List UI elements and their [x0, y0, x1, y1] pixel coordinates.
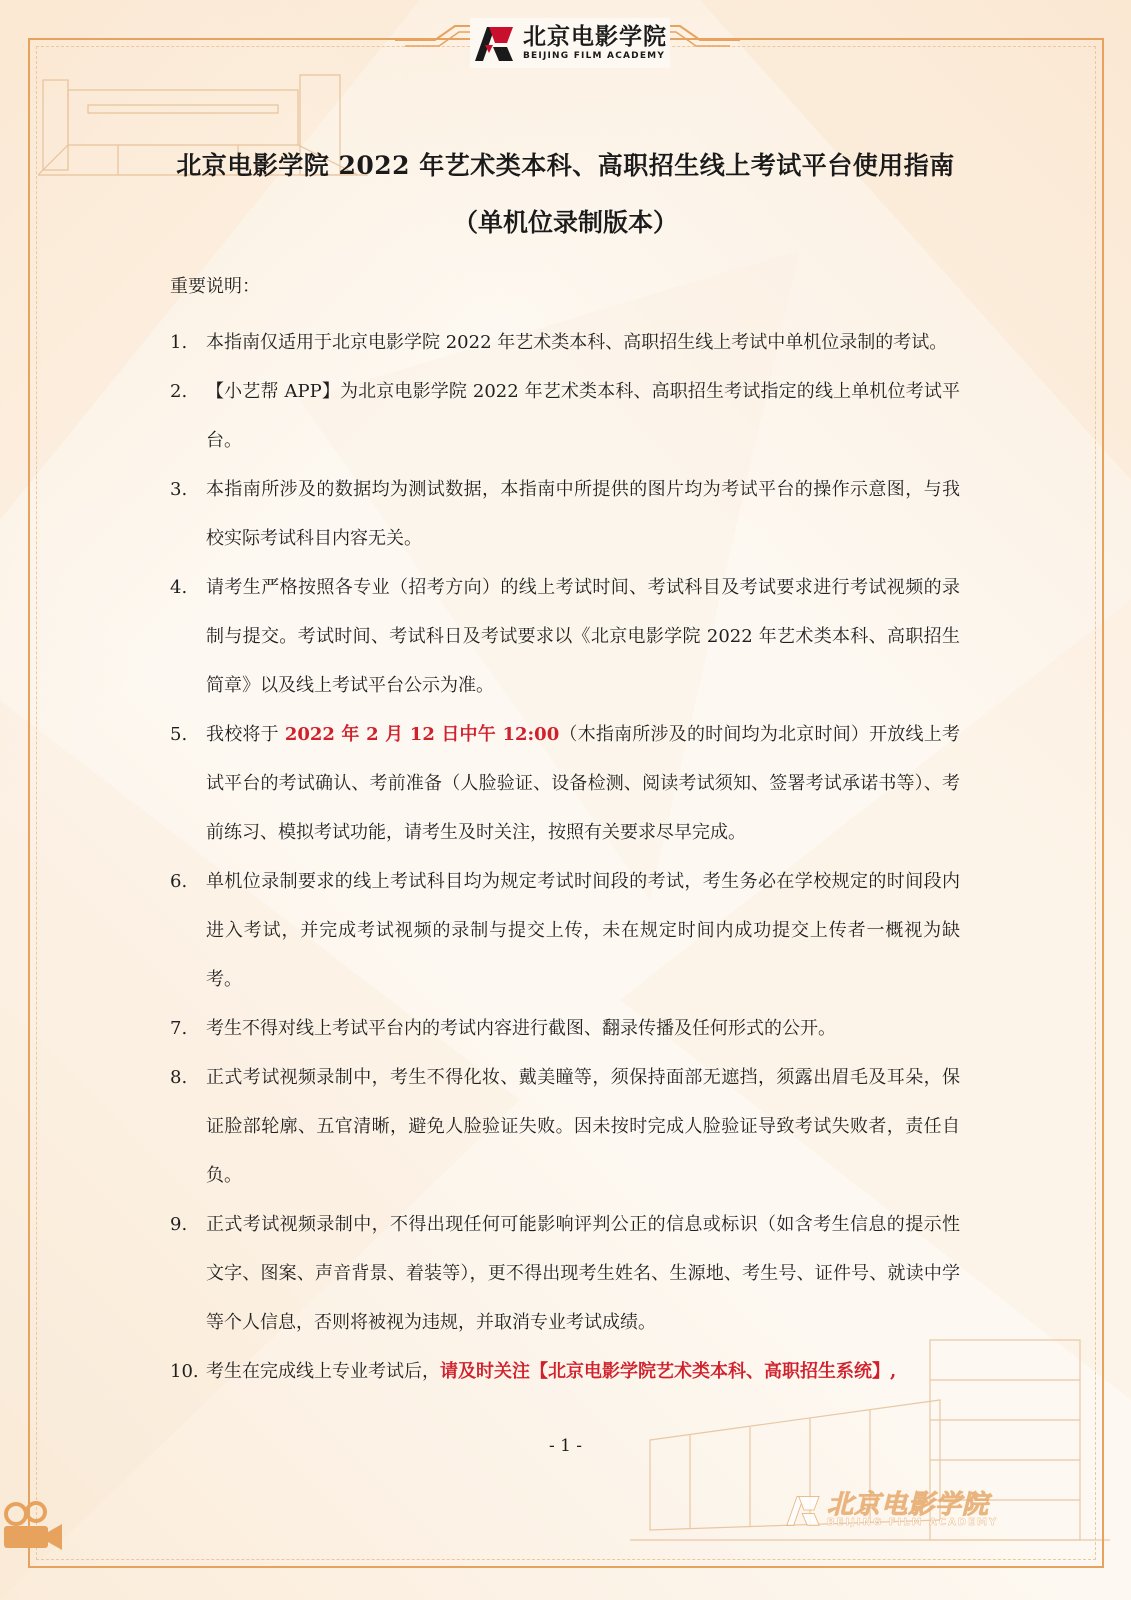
instruction-item-text: 请考生严格按照各专业（招考方向）的线上考试时间、考试科目及考试要求进行考试视频的录制与提交。考试时间、考试科日及考试要求以《北京电影学院 2022 年艺术类本科、高职招生简章》以及线上考试平台公示为准。 [206, 577, 960, 696]
instruction-item [170, 367, 960, 465]
instruction-item [170, 318, 960, 367]
instruction-item-highlight: 请及时关注【北京电影学院艺术类本科、高职招生系统】, [440, 1361, 897, 1382]
instruction-item-text: 本指南仅适用于北京电影学院 2022 年艺术类本科、高职招生线上考试中单机位录制的考试。 [206, 332, 948, 353]
instruction-item-number: 7. [170, 1018, 188, 1039]
instruction-item-number: 1. [170, 332, 188, 353]
instruction-item [170, 1053, 960, 1200]
header-logo-cn: 北京电影学院 [523, 23, 667, 50]
instruction-item [170, 857, 960, 1004]
instruction-item-text: 考生在完成线上专业考试后， [206, 1361, 440, 1382]
document-subtitle: （单机位录制版本） [452, 208, 678, 237]
film-academy-logo-icon [473, 23, 515, 63]
instruction-item-number: 4. [170, 577, 188, 598]
instruction-item [170, 1200, 960, 1347]
header-decoration-left [395, 24, 475, 54]
footer-logo-en: BEIJING FILM ACADEMY [827, 1517, 999, 1528]
instruction-item-highlight: 2022 年 2 月 12 日中午 12:00 [284, 724, 560, 745]
instruction-item [170, 563, 960, 710]
instruction-item-number: 5. [170, 724, 188, 745]
header-decoration-right [660, 24, 740, 54]
film-camera-icon [0, 1500, 64, 1556]
instruction-item-text: 【小艺帮 APP】为北京电影学院 2022 年艺术类本科、高职招生考试指定的线上单机位考试平台。 [206, 381, 960, 451]
footer-logo [785, 1492, 998, 1528]
page-number: - 1 - [548, 1436, 583, 1456]
header-logo-en: BEIJING FILM ACADEMY [523, 50, 666, 61]
instruction-item-number: 6. [170, 871, 188, 892]
document-title: 北京电影学院 2022 年艺术类本科、高职招生线上考试平台使用指南 [176, 151, 955, 180]
instruction-item-number: 10. [170, 1361, 199, 1382]
instruction-list [170, 318, 960, 1396]
instruction-item [170, 710, 960, 857]
instruction-item [170, 465, 960, 563]
instruction-item-number: 8. [170, 1067, 188, 1088]
instruction-item-number: 2. [170, 381, 188, 402]
instruction-item-number: 9. [170, 1214, 188, 1235]
instruction-item [170, 1004, 960, 1053]
header-logo-text [523, 23, 667, 61]
header-logo [470, 18, 670, 68]
instruction-item-text: 本指南所涉及的数据均为测试数据，本指南中所提供的图片均为考试平台的操作示意图，与我校实际考试科目内容无关。 [206, 479, 960, 549]
instruction-item [170, 1347, 960, 1396]
instruction-item-text: 我校将于 [206, 724, 285, 745]
instruction-item-text: 考生不得对线上考试平台内的考试内容进行截图、翻录传播及任何形式的公开。 [206, 1018, 836, 1039]
instruction-item-number: 3. [170, 479, 188, 500]
instruction-item-text: 正式考试视频录制中，考生不得化妆、戴美瞳等，须保持面部无遮挡，须露出眉毛及耳朵，保证脸部轮廓、五官清晰，避免人脸验证失败。因未按时完成人脸验证导致考试失败者，责任自负。 [206, 1067, 960, 1186]
document-intro: 重要说明： [170, 276, 260, 297]
footer-logo-cn: 北京电影学院 [827, 1490, 990, 1520]
instruction-item-text: 单机位录制要求的线上考试科目均为规定考试时间段的考试，考生务必在学校规定的时间段内进入考试，并完成考试视频的录制与提交上传，未在规定时间内成功提交上传者一概视为缺考。 [206, 871, 960, 990]
instruction-item-text: 正式考试视频录制中，不得出现任何可能影响评判公正的信息或标识（如含考生信息的提示性文字、图案、声音背景、着装等），更不得出现考生姓名、生源地、考生号、证件号、就读中学等个人信息，否则将被视为违规，并取消专业考试成绩。 [206, 1214, 960, 1333]
instruction-item-text: （木指南所涉及的时间均为北京时间）开放线上考试平台的考试确认、考前准备（人脸验证、设备检测、阅读考试须知、签署考试承诺书等）、考前练习、模拟考试功能，请考生及时关注，按照有关要求尽早完成。 [206, 724, 960, 843]
footer-logo-icon [785, 1493, 821, 1527]
